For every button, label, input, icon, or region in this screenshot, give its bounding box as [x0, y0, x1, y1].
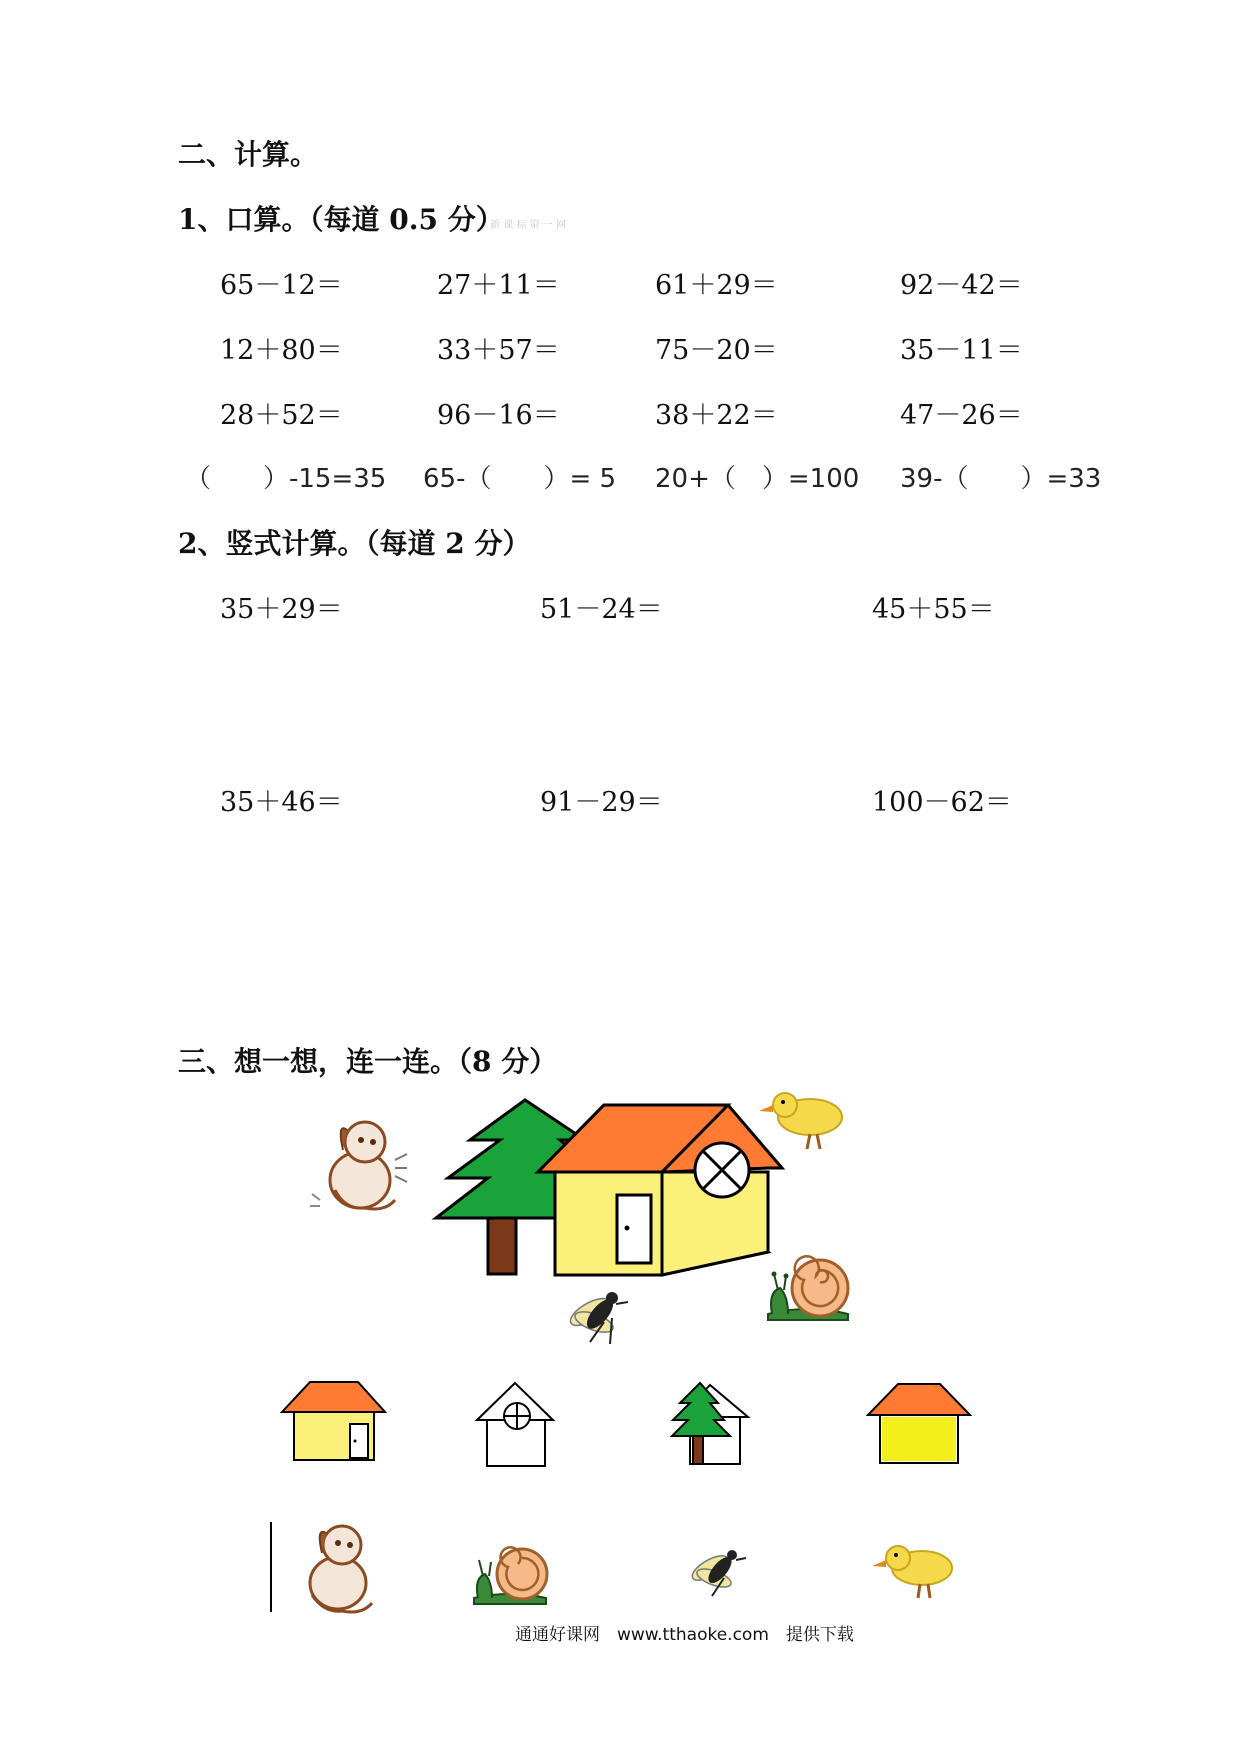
fly-icon: [689, 1550, 746, 1596]
section-2-title: 二、计算。: [178, 138, 319, 171]
duck-icon: [759, 1093, 842, 1149]
equation: 75－20＝: [655, 335, 778, 366]
fill-blank-equation: （ ）-15=35: [185, 464, 387, 494]
fill-blank-equation: 20+（ ）=100: [655, 464, 860, 494]
watermark: 新 课 标 第 一 网: [490, 220, 566, 231]
equation: 28＋52＝: [220, 400, 343, 431]
equation: 27＋11＝: [437, 270, 560, 301]
equation: 91－29＝: [540, 787, 663, 818]
snail-icon: [768, 1256, 848, 1320]
small-house-window-icon: [477, 1383, 553, 1466]
section-3-title: 三、想一想，连一连。（8 分）: [178, 1045, 558, 1078]
equation: 92－42＝: [900, 270, 1023, 301]
equation: 45＋55＝: [872, 594, 995, 625]
equation: 61＋29＝: [655, 270, 778, 301]
snail-icon: [474, 1547, 547, 1604]
small-house-yellow-icon: [868, 1384, 970, 1463]
equation: 65－12＝: [220, 270, 343, 301]
equation: 100－62＝: [872, 787, 1012, 818]
footer-credit: 通通好课网 www.tthaoke.com 提供下载: [515, 1625, 854, 1645]
equation: 33＋57＝: [437, 335, 560, 366]
small-house-orange-door-icon: [282, 1382, 385, 1460]
equation: 12＋80＝: [220, 335, 343, 366]
house-icon: [538, 1105, 782, 1275]
equation: 51－24＝: [540, 594, 663, 625]
small-house-tree-icon: [672, 1383, 748, 1464]
equation: 47－26＝: [900, 400, 1023, 431]
vertical-calc-title: 2、竖式计算。（每道 2 分）: [178, 527, 531, 560]
equation: 38＋22＝: [655, 400, 778, 431]
equation: 35＋29＝: [220, 594, 343, 625]
equation: 35－11＝: [900, 335, 1023, 366]
fly-icon: [566, 1292, 628, 1344]
dog-icon: [310, 1122, 407, 1209]
fill-blank-equation: 39-（ ）=33: [900, 464, 1102, 494]
equation: 96－16＝: [437, 400, 560, 431]
oral-calc-title: 1、口算。（每道 0.5 分）: [178, 203, 504, 236]
dog-icon: [310, 1526, 372, 1612]
fill-blank-equation: 65-（ ）= 5: [423, 464, 617, 494]
equation: 35＋46＝: [220, 787, 343, 818]
duck-icon: [872, 1546, 952, 1598]
